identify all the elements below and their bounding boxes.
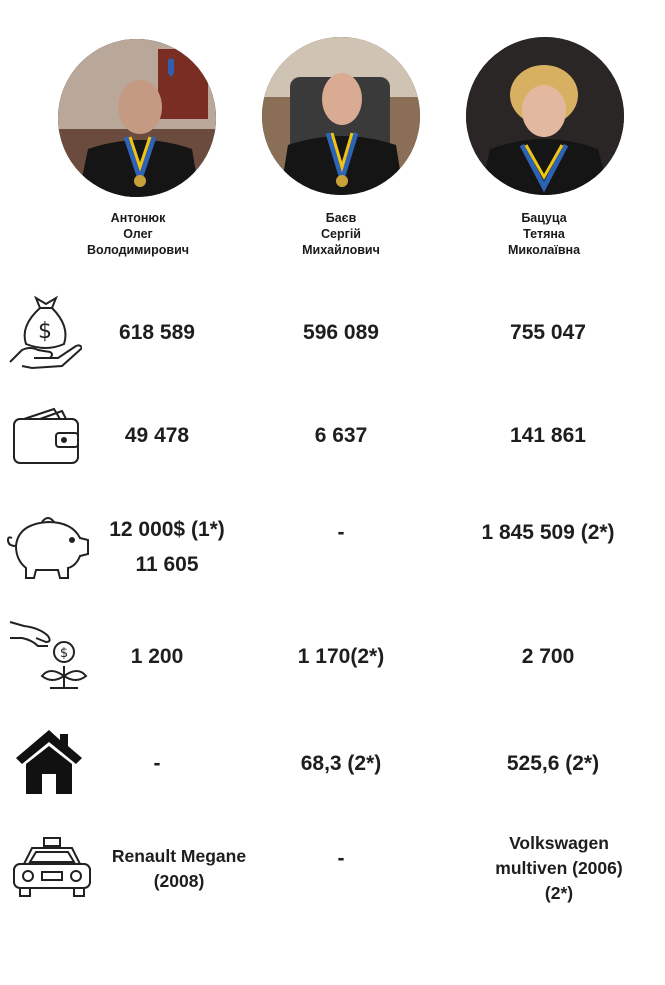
surname: Бацуца xyxy=(521,211,567,225)
income-value-antoniuk: 618 589 xyxy=(119,321,195,344)
piggy-bank-icon xyxy=(2,510,92,582)
svg-text:$: $ xyxy=(59,646,69,661)
vehicle-value-batsutsa: Volkswagen multiven (2006) (2*) xyxy=(495,833,623,903)
property-value-batsutsa: 525,6 (2*) xyxy=(506,752,600,775)
portrait-batsutsa xyxy=(466,37,624,195)
name-batsutsa xyxy=(454,210,634,258)
cash-value-antoniuk: 49 478 xyxy=(124,424,190,447)
property-value-antoniuk: - xyxy=(153,752,161,775)
income-value-batsutsa: 755 047 xyxy=(510,321,586,344)
first-name: Тетяна xyxy=(523,227,565,241)
portrait-baiev xyxy=(262,37,420,195)
svg-text:$: $ xyxy=(38,319,52,344)
house-icon xyxy=(14,728,84,796)
investment-value-antoniuk: 1 200 xyxy=(130,645,184,668)
investment-plant-icon xyxy=(6,618,90,694)
cash-value-baiev: 6 637 xyxy=(314,424,368,447)
wallet-icon xyxy=(10,405,82,467)
income-value-baiev: 596 089 xyxy=(303,321,379,344)
patronymic: Михайлович xyxy=(302,243,380,257)
property-value-baiev: 68,3 (2*) xyxy=(300,752,382,775)
savings-value-antoniuk: 12 000$ (1*) 11 605 xyxy=(109,518,225,576)
car-icon xyxy=(8,836,96,900)
first-name: Сергій xyxy=(321,227,361,241)
surname: Антонюк xyxy=(110,211,166,225)
savings-value-baiev: - xyxy=(337,521,345,544)
first-name: Олег xyxy=(123,227,153,241)
vehicle-value-antoniuk: Renault Megane (2008) xyxy=(111,846,247,891)
portrait-antoniuk xyxy=(58,39,216,197)
vehicle-value-baiev: - xyxy=(337,847,345,870)
money-bag-hand-icon xyxy=(6,292,82,370)
patronymic: Миколаївна xyxy=(507,243,581,257)
investment-value-batsutsa: 2 700 xyxy=(521,645,575,668)
cash-value-batsutsa: 141 861 xyxy=(510,424,586,447)
name-antoniuk xyxy=(48,210,228,258)
savings-value-batsutsa: 1 845 509 (2*) xyxy=(481,521,615,544)
investment-value-baiev: 1 170(2*) xyxy=(297,645,385,668)
name-baiev xyxy=(251,210,431,258)
patronymic: Володимирович xyxy=(86,243,190,257)
surname: Баєв xyxy=(325,211,357,225)
